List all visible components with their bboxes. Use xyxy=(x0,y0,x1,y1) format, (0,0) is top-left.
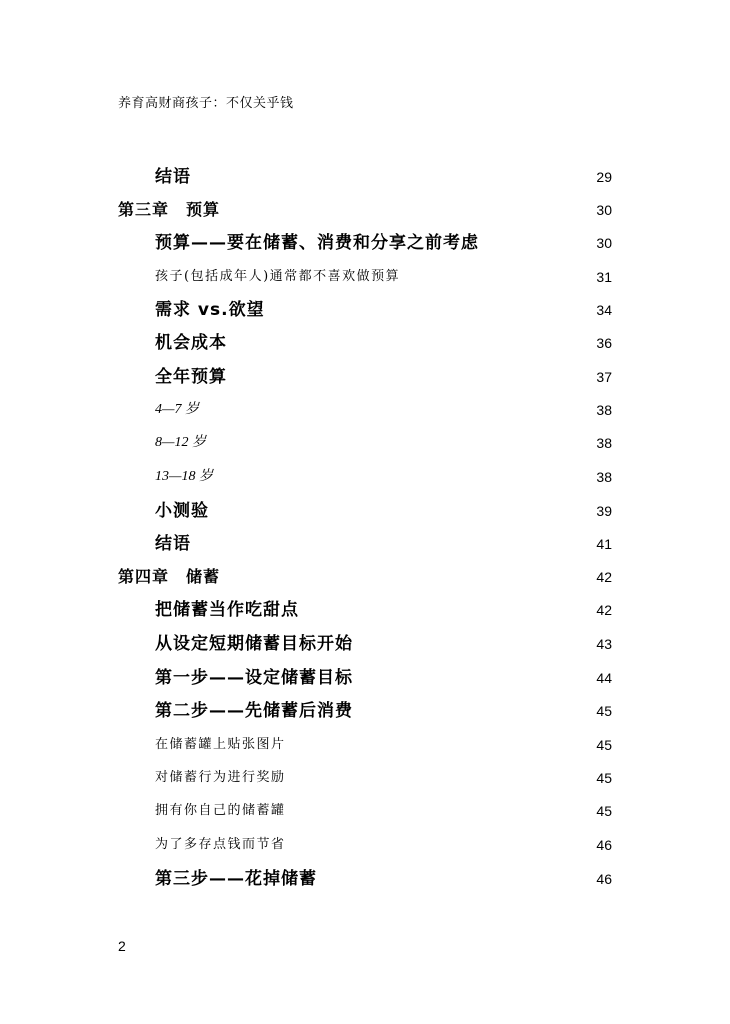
toc-entry-title: 对储蓄行为进行奖励 xyxy=(155,770,286,785)
toc-entry[interactable] xyxy=(0,864,730,894)
toc-entry-title: 第一步——设定储蓄目标 xyxy=(155,668,353,688)
toc-entry-page: 30 xyxy=(596,202,612,218)
running-header: 养育高财商孩子：不仅关乎钱 xyxy=(118,96,294,111)
toc-entry-page: 38 xyxy=(596,402,612,418)
toc-entry-page: 29 xyxy=(596,169,612,185)
toc-entry-title: 拥有你自己的储蓄罐 xyxy=(155,803,286,818)
toc-entry-title: 第二步——先储蓄后消费 xyxy=(155,701,353,721)
page-number: 2 xyxy=(118,938,126,954)
toc-entry-page: 38 xyxy=(596,469,612,485)
toc-entry-page: 42 xyxy=(596,602,612,618)
toc-entry-title: 机会成本 xyxy=(155,333,227,353)
toc-entry[interactable] xyxy=(0,162,730,192)
toc-entry-title: 4—7 岁 xyxy=(155,402,199,417)
toc-entry-page: 45 xyxy=(596,737,612,753)
toc-entry-page: 36 xyxy=(596,335,612,351)
toc-entry-page: 34 xyxy=(596,302,612,318)
toc-entry-page: 31 xyxy=(596,269,612,285)
toc-entry-page: 42 xyxy=(596,569,612,585)
toc-entry-title: 8—12 岁 xyxy=(155,435,206,450)
toc-entry-page: 44 xyxy=(596,670,612,686)
toc-entry-title: 从设定短期储蓄目标开始 xyxy=(155,634,353,654)
toc-entry-page: 45 xyxy=(596,703,612,719)
toc-subentry[interactable] xyxy=(0,796,730,826)
toc-subentry[interactable] xyxy=(0,395,730,425)
toc-entry-title: 预算——要在储蓄、消费和分享之前考虑 xyxy=(155,233,479,253)
toc-entry[interactable] xyxy=(0,663,730,693)
toc-entry[interactable] xyxy=(0,228,730,258)
toc-subentry[interactable] xyxy=(0,730,730,760)
toc-entry-title: 13—18 岁 xyxy=(155,469,213,484)
toc-entry-title: 第三步——花掉储蓄 xyxy=(155,869,317,889)
toc-entry-title: 结语 xyxy=(155,534,191,554)
toc-entry[interactable] xyxy=(0,529,730,559)
toc-entry-page: 30 xyxy=(596,235,612,251)
toc-subentry[interactable] xyxy=(0,462,730,492)
toc-subentry[interactable] xyxy=(0,428,730,458)
toc-entry-title: 把储蓄当作吃甜点 xyxy=(155,600,299,620)
toc-entry-title: 第四章 储蓄 xyxy=(118,567,221,586)
toc-entry[interactable] xyxy=(0,328,730,358)
toc-chapter-entry[interactable] xyxy=(0,562,730,592)
toc-entry[interactable] xyxy=(0,696,730,726)
toc-entry-page: 46 xyxy=(596,871,612,887)
toc-entry-page: 45 xyxy=(596,770,612,786)
toc-entry-title: 在储蓄罐上贴张图片 xyxy=(155,737,286,752)
toc-entry-page: 37 xyxy=(596,369,612,385)
toc-subentry[interactable] xyxy=(0,830,730,860)
toc-entry-page: 39 xyxy=(596,503,612,519)
toc-entry-title: 需求 vs.欲望 xyxy=(155,300,265,320)
toc-entry[interactable] xyxy=(0,595,730,625)
toc-entry-title: 孩子(包括成年人)通常都不喜欢做预算 xyxy=(155,269,401,284)
toc-subentry[interactable] xyxy=(0,262,730,292)
toc-subentry[interactable] xyxy=(0,763,730,793)
toc-entry-title: 全年预算 xyxy=(155,367,227,387)
toc-entry-title: 第三章 预算 xyxy=(118,200,221,219)
toc-entry[interactable] xyxy=(0,496,730,526)
toc-entry-page: 45 xyxy=(596,803,612,819)
toc-entry-title: 为了多存点钱而节省 xyxy=(155,837,286,852)
toc-entry-page: 43 xyxy=(596,636,612,652)
toc-entry[interactable] xyxy=(0,295,730,325)
toc-entry[interactable] xyxy=(0,629,730,659)
toc-entry-title: 小测验 xyxy=(155,501,209,521)
toc-entry-page: 41 xyxy=(596,536,612,552)
toc-entry[interactable] xyxy=(0,362,730,392)
toc-entry-title: 结语 xyxy=(155,167,191,187)
toc-chapter-entry[interactable] xyxy=(0,195,730,225)
toc-entry-page: 38 xyxy=(596,435,612,451)
toc-entry-page: 46 xyxy=(596,837,612,853)
